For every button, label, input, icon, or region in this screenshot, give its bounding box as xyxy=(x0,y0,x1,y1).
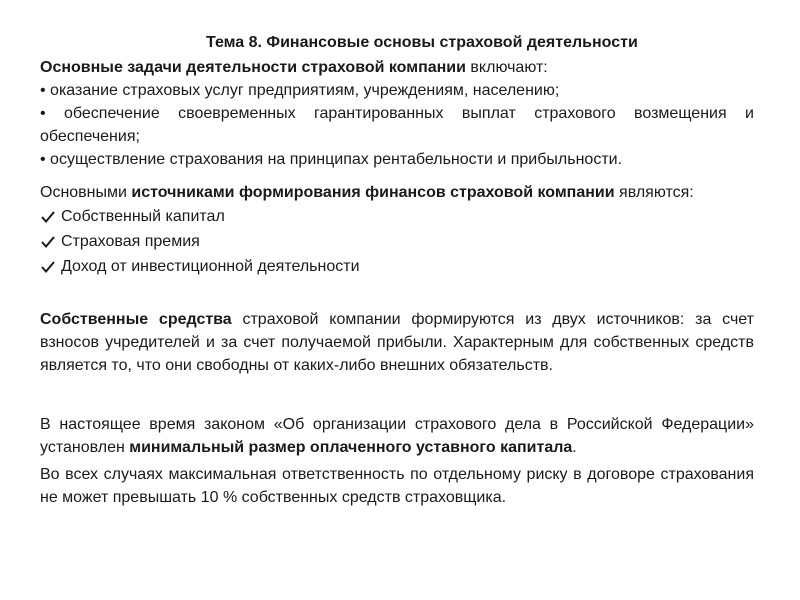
law-bold: минимальный размер оплаченного уставного капитала xyxy=(129,439,573,456)
source-item-2: Страховая премия xyxy=(61,233,200,250)
source-item-1: Собственный капитал xyxy=(61,208,225,225)
liability-paragraph: Во всех случаях максимальная ответственность по отдельному риску в договоре страхования не может превышать 10 % собственных средств страховщика. xyxy=(40,466,754,506)
own-funds-bold: Собственные средства xyxy=(40,311,232,328)
law-part1: В настоящее время законом «Об организации страхового дела в Российской Федерации» установлен xyxy=(40,416,754,456)
list-item xyxy=(40,204,754,229)
tasks-section xyxy=(40,56,754,171)
sources-lead-part1: Основными xyxy=(40,184,132,201)
list-item xyxy=(40,254,754,279)
tasks-lead-rest: включают: xyxy=(465,59,548,76)
sources-section xyxy=(40,181,754,279)
list-item xyxy=(40,229,754,254)
sources-lead-bold: источниками формирования финансов страховой компании xyxy=(131,184,615,201)
task-item-3: • осуществление страхования на принципах рентабельности и прибыльности. xyxy=(40,151,623,168)
tasks-lead xyxy=(40,56,754,79)
own-funds-section xyxy=(40,308,754,377)
law-part2: . xyxy=(572,439,577,456)
tasks-lead-bold: Основные задачи деятельности страховой компании xyxy=(40,59,466,76)
checkmark-icon xyxy=(40,209,56,225)
law-paragraph xyxy=(40,413,754,459)
sources-list xyxy=(40,204,754,279)
own-funds-paragraph xyxy=(40,308,754,377)
law-section xyxy=(40,413,754,509)
slide-title: Тема 8. Финансовые основы страховой деятельности xyxy=(206,34,638,51)
checkmark-icon xyxy=(40,234,56,250)
task-item-1: • оказание страховых услуг предприятиям, учреждениям, населению; xyxy=(40,82,560,99)
task-item-2: • обеспечение своевременных гарантированных выплат страхового возмещения и обеспечения; xyxy=(40,105,754,145)
source-item-3: Доход от инвестиционной деятельности xyxy=(61,258,360,275)
sources-lead-part2: являются: xyxy=(614,184,694,201)
sources-lead xyxy=(40,181,754,204)
own-funds-rest: страховой компании формируются из двух источников: за счет взносов учредителей и за счет получаемой прибыли. Характерным для собственных средств является то, что они свободны от каких-либо внешних обязательств. xyxy=(40,311,754,374)
checkmark-icon xyxy=(40,259,56,275)
